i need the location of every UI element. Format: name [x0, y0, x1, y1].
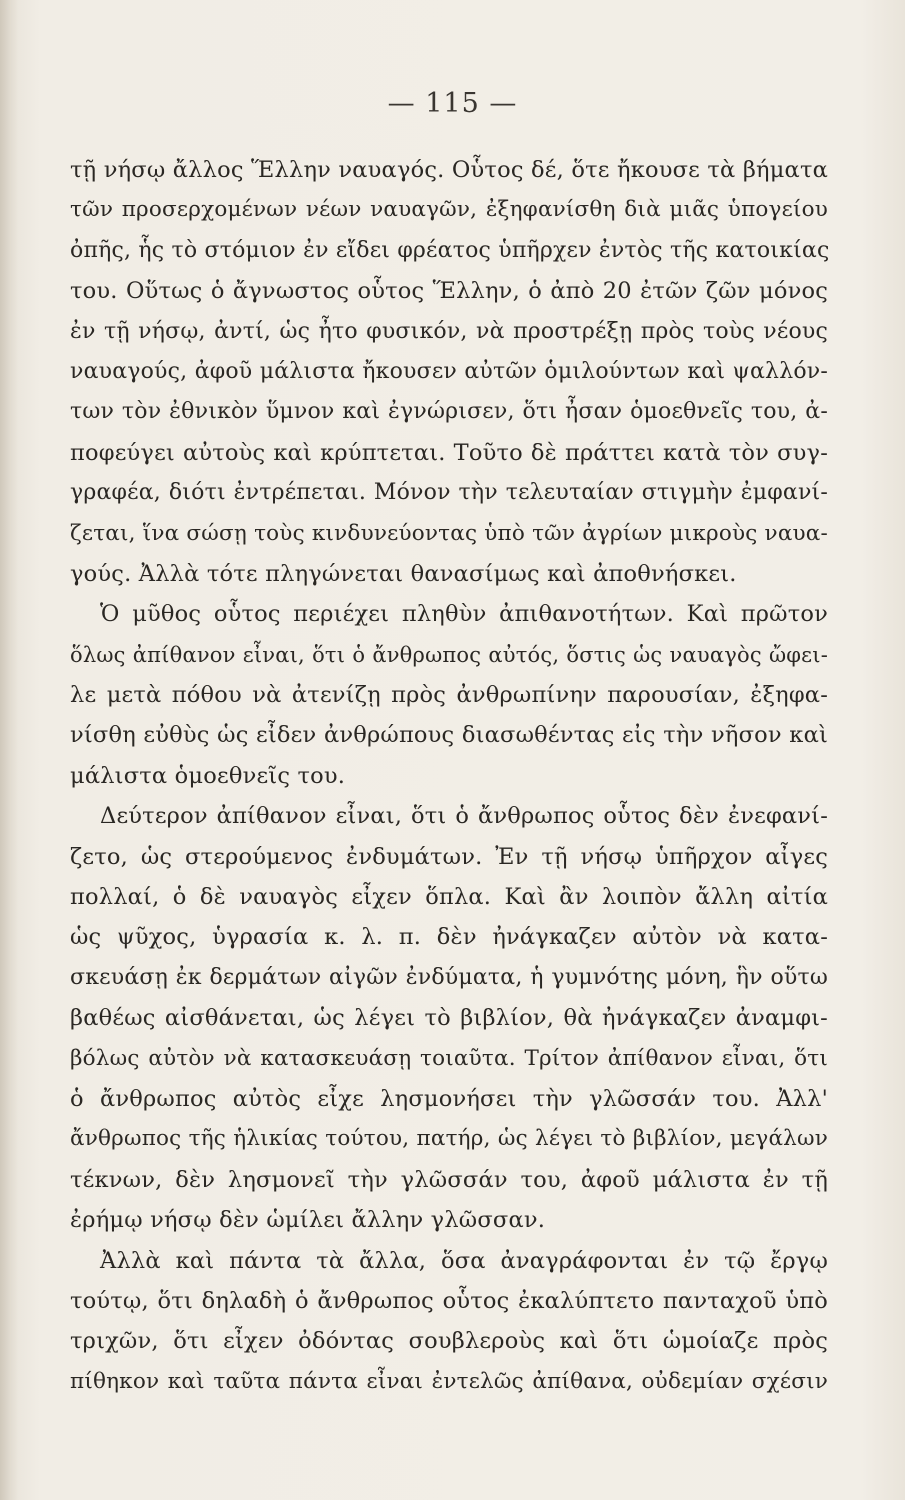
paragraph-1	[70, 150, 828, 594]
page-number: — 115 —	[387, 88, 518, 119]
paragraph-3	[70, 796, 828, 1240]
text-line: Ὁ μῦθος οὗτος περιέχει πληθὺν ἀπιθανοτήτων. Καὶ πρῶτον	[100, 601, 828, 628]
text-line: πίθηκον καὶ ταῦτα πάντα εἶναι ἐντελῶς ἀπίθανα, οὐδεμίαν σχέσιν	[70, 1368, 828, 1394]
text-line: τούτῳ, ὅτι δηλαδὴ ὁ ἄνθρωπος οὗτος ἐκαλύπτετο πανταχοῦ ὑπὸ	[70, 1287, 828, 1314]
text-line: ὀπῆς, ἧς τὸ στόμιον ἐν εἴδει φρέατος ὑπῆρχεν ἐντὸς τῆς κατοικίας	[70, 237, 830, 263]
text-line: βόλως αὐτὸν νὰ κατασκευάσῃ τοιαῦτα. Τρίτον ἀπίθανον εἶναι, ὅτι	[70, 1045, 828, 1071]
text-line: τῇ νήσῳ ἄλλος Ἕλλην ναυαγός. Οὗτος δέ, ὅτε ἤκουσε τὰ βήματα	[70, 157, 828, 183]
text-line: ἄνθρωπος τῆς ἡλικίας τούτου, πατήρ, ὡς λέγει τὸ βιβλίον, μεγάλων	[70, 1126, 828, 1152]
text-line: του. Οὕτως ὁ ἄγνωστος οὗτος Ἕλλην, ὁ ἀπὸ 20 ἐτῶν ζῶν μόνος	[70, 278, 828, 305]
body-text	[70, 150, 828, 1402]
text-line: ὡς ψῦχος, ὑγρασία κ. λ. π. δὲν ἠνάγκαζεν αὐτὸν νὰ κατα-	[70, 924, 828, 951]
text-line: τέκνων, δὲν λησμονεῖ τὴν γλῶσσάν του, ἀφοῦ μάλιστα ἐν τῇ	[70, 1166, 828, 1193]
text-line: γούς. Ἀλλὰ τότε πληγώνεται θανασίμως καὶ ἀποθνήσκει.	[70, 560, 737, 587]
text-line: ἐρήμῳ νήσῳ δὲν ὡμίλει ἄλλην γλῶσσαν.	[70, 1207, 546, 1234]
text-line: Δεύτερον ἀπίθανον εἶναι, ὅτι ὁ ἄνθρωπος οὗτος δὲν ἐνεφανί-	[100, 803, 828, 830]
text-line: σκευάσῃ ἐκ δερμάτων αἰγῶν ἐνδύματα, ἡ γυμνότης μόνη, ἣν οὕτω	[70, 964, 828, 990]
text-line: ἐν τῇ νήσῳ, ἀντί, ὡς ἦτο φυσικόν, νὰ προστρέξῃ πρὸς τοὺς νέους	[70, 318, 828, 344]
text-line: των τὸν ἐθνικὸν ὕμνον καὶ ἐγνώρισεν, ὅτι ἦσαν ὁμοεθνεῖς του, ἀ-	[70, 399, 828, 425]
text-line: ζετο, ὡς στερούμενος ἐνδυμάτων. Ἐν τῇ νήσῳ ὑπῆρχον αἶγες	[70, 843, 828, 870]
paragraph-2	[70, 594, 828, 796]
page-gutter-shadow	[0, 0, 18, 1500]
text-line: γραφέα, διότι ἐντρέπεται. Μόνον τὴν τελευταίαν στιγμὴν ἐμφανί-	[70, 480, 828, 506]
text-line: μάλιστα ὁμοεθνεῖς του.	[70, 762, 346, 789]
text-line: ποφεύγει αὐτοὺς καὶ κρύπτεται. Τοῦτο δὲ πράττει κατὰ τὸν συγ-	[70, 439, 828, 466]
text-line: ὁ ἄνθρωπος αὐτὸς εἶχε λησμονήσει τὴν γλῶσσάν του. Ἀλλ'	[70, 1085, 828, 1112]
text-line: λε μετὰ πόθου νὰ ἀτενίζῃ πρὸς ἀνθρωπίνην παρουσίαν, ἐξηφα-	[70, 682, 828, 709]
text-line: ζεται, ἵνα σώσῃ τοὺς κινδυνεύοντας ὑπὸ τῶν ἀγρίων μικροὺς ναυα-	[70, 520, 828, 546]
text-line: ναυαγούς, ἀφοῦ μάλιστα ἤκουσεν αὐτῶν ὁμιλούντων καὶ ψαλλόν-	[70, 358, 828, 384]
text-line: τριχῶν, ὅτι εἶχεν ὀδόντας σουβλεροὺς καὶ ὅτι ὡμοίαζε πρὸς	[70, 1328, 828, 1355]
text-line: ὅλως ἀπίθανον εἶναι, ὅτι ὁ ἄνθρωπος αὐτός, ὅστις ὡς ναυαγὸς ὤφει-	[70, 642, 828, 667]
text-line: βαθέως αἰσθάνεται, ὡς λέγει τὸ βιβλίον, θὰ ἠνάγκαζεν ἀναμφι-	[70, 1005, 828, 1032]
paragraph-4	[70, 1241, 828, 1403]
text-line: Ἀλλὰ καὶ πάντα τὰ ἄλλα, ὅσα ἀναγράφονται ἐν τῷ ἔργῳ	[100, 1247, 828, 1274]
text-line: νίσθη εὐθὺς ὡς εἶδεν ἀνθρώπους διασωθέντας εἰς τὴν νῆσον καὶ	[70, 722, 828, 749]
text-line: τῶν προσερχομένων νέων ναυαγῶν, ἐξηφανίσθη διὰ μιᾶς ὑπογείου	[70, 197, 828, 223]
text-line: πολλαί, ὁ δὲ ναυαγὸς εἶχεν ὅπλα. Καὶ ἂν λοιπὸν ἄλλη αἰτία	[70, 884, 828, 911]
